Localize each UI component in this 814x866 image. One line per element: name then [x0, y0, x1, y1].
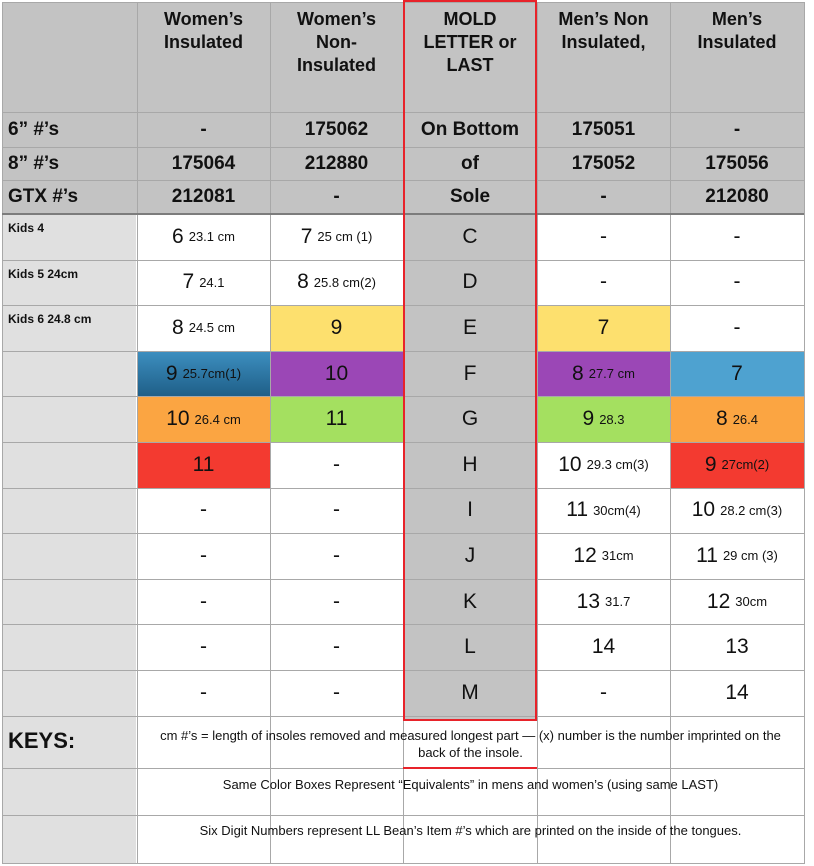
size-value: K [462, 589, 477, 613]
insole-length: 31cm [601, 548, 634, 564]
key-note-cm: cm #’s = length of insoles removed and measured longest part — (x) number is the number imprinted on the back of the insole. [160, 728, 781, 760]
item-number-cell: 212880 [304, 152, 369, 174]
insole-length: 23.1 cm [188, 229, 235, 245]
size-value: 11 [566, 498, 589, 522]
size-value: - [200, 635, 207, 659]
size-value: 7 [731, 361, 743, 385]
size-cell [670, 624, 804, 670]
size-cell [537, 533, 670, 579]
size-value: H [462, 452, 478, 476]
insole-length: 28.3 [599, 411, 625, 427]
item-row-label: 8” #’s [8, 152, 60, 174]
size-value: 8 [716, 407, 728, 431]
item-number-cell: 175064 [171, 152, 236, 174]
size-cell [137, 305, 270, 351]
insole-length: 29 cm (3) [722, 548, 778, 564]
size-value: - [200, 498, 207, 522]
size-cell [137, 579, 270, 625]
key-note-colors: Same Color Boxes Represent “Equivalents” in mens and women’s (using same LAST) [222, 776, 719, 792]
size-value: - [733, 224, 741, 248]
size-cell [537, 214, 670, 260]
item-number-cell: 175062 [304, 118, 369, 140]
insole-length: 31.7 [605, 594, 631, 610]
size-cell [270, 214, 403, 260]
size-value: - [200, 680, 207, 704]
insole-length: 27.7 cm [588, 366, 635, 382]
size-cell [137, 214, 270, 260]
size-value: 10 [691, 498, 716, 522]
insole-length: 29.3 cm(3) [586, 457, 649, 473]
size-cell [270, 533, 403, 579]
keys-label: KEYS: [8, 728, 76, 753]
size-value: G [461, 407, 479, 431]
size-value: 11 [696, 543, 718, 567]
size-value: - [333, 680, 340, 704]
column-header: MOLD LETTER or LAST [423, 9, 517, 75]
mold-column-highlight [403, 0, 537, 721]
item-number-cell: - [200, 118, 207, 140]
size-value: D [462, 270, 478, 294]
size-value: F [463, 361, 477, 385]
size-cell [270, 624, 403, 670]
size-cell [137, 442, 270, 488]
item-row-label: 6” #’s [8, 118, 60, 140]
item-number-cell: - [600, 186, 607, 207]
size-value: 12 [573, 543, 597, 567]
size-cell [537, 305, 670, 351]
size-value: - [333, 452, 340, 476]
size-value: 11 [325, 407, 348, 431]
size-value: 14 [725, 680, 749, 704]
size-value: 8 [572, 361, 584, 385]
insole-length: 25.8 cm(2) [313, 274, 376, 290]
size-value: - [600, 224, 607, 248]
size-cell [670, 670, 804, 716]
insole-length: 30cm [735, 594, 768, 610]
insole-length: 25.7cm(1) [182, 366, 242, 382]
size-cell [537, 624, 670, 670]
kids-size-label: Kids 5 24cm [8, 266, 79, 281]
size-value: - [333, 498, 340, 522]
size-cell [270, 442, 403, 488]
size-cell [137, 670, 270, 716]
size-cell [537, 396, 670, 442]
item-number-cell: - [733, 118, 741, 140]
item-number-cell: 175056 [705, 152, 769, 174]
size-value: - [333, 543, 340, 567]
key-note-item-numbers: Six Digit Numbers represent LL Bean’s Item #’s which are printed on the inside of the tongues. [199, 822, 742, 838]
grid-horizontal [2, 863, 804, 864]
size-value: - [600, 270, 607, 294]
item-number-cell: 212080 [705, 186, 769, 207]
size-value: 14 [591, 635, 616, 659]
size-cell [537, 260, 670, 306]
size-cell [137, 396, 270, 442]
size-cell [670, 442, 804, 488]
size-value: - [200, 543, 207, 567]
insole-length: 30cm(4) [593, 502, 641, 518]
size-cell [137, 488, 270, 534]
column-header: Women’s Non-Insulated [296, 9, 376, 75]
item-number-cell: Sole [449, 186, 491, 207]
size-cell [270, 351, 403, 397]
size-cell [537, 442, 670, 488]
size-cell [137, 624, 270, 670]
column-header: Men’s Insulated [697, 9, 777, 52]
size-cell [137, 351, 270, 397]
size-value: - [733, 270, 741, 294]
size-cell [537, 488, 670, 534]
size-value: 9 [165, 361, 178, 385]
size-cell [137, 260, 270, 306]
size-cell [670, 488, 804, 534]
size-cell [270, 396, 403, 442]
size-value: - [733, 315, 741, 339]
size-cell [670, 396, 804, 442]
size-value: - [333, 589, 340, 613]
insole-length: 26.4 [732, 411, 758, 427]
size-value: 10 [558, 452, 582, 476]
size-cell [137, 533, 270, 579]
size-value: 7 [300, 224, 313, 248]
size-value: 13 [576, 589, 601, 613]
item-number-cell: 175052 [571, 152, 636, 174]
size-value: 8 [297, 270, 309, 294]
size-cell [270, 488, 403, 534]
size-cell [670, 214, 804, 260]
size-cell [670, 579, 804, 625]
size-cell [537, 351, 670, 397]
size-value: C [462, 224, 478, 248]
size-value: 7 [182, 270, 195, 294]
grid-vertical [804, 2, 805, 864]
size-value: 13 [725, 635, 749, 659]
size-value: 8 [172, 315, 184, 339]
size-cell [270, 670, 403, 716]
size-value: 7 [597, 315, 610, 339]
size-value: M [461, 680, 479, 704]
size-cell [670, 533, 804, 579]
size-value: - [600, 680, 607, 704]
insole-length: 26.4 cm [194, 411, 241, 427]
insole-length: 25 cm (1) [317, 229, 373, 245]
item-number-cell: On Bottom [420, 118, 520, 140]
size-value: 6 [172, 224, 184, 248]
insole-length: 24.1 [199, 274, 225, 290]
kids-size-label: Kids 4 [8, 221, 45, 235]
size-cell [670, 260, 804, 306]
size-value: I [467, 498, 473, 522]
item-number-cell: 212081 [171, 186, 236, 207]
size-value: - [200, 589, 207, 613]
item-number-cell: of [461, 152, 479, 174]
size-value: J [464, 543, 476, 567]
size-value: 11 [192, 452, 215, 476]
kids-size-label: Kids 6 24.8 cm [8, 312, 92, 327]
size-value: 9 [704, 452, 717, 476]
size-value: 10 [324, 361, 349, 385]
size-value: - [333, 635, 340, 659]
size-value: 10 [166, 407, 190, 431]
size-value: L [464, 635, 476, 659]
column-header: Women’s Insulated [163, 9, 243, 52]
item-number-cell: 175051 [571, 118, 636, 140]
size-cell [270, 305, 403, 351]
size-value: E [462, 315, 477, 339]
insole-length: 28.2 cm(3) [720, 502, 783, 518]
size-value: 9 [582, 407, 595, 431]
size-cell [537, 579, 670, 625]
item-number-cell: - [333, 186, 340, 207]
column-header: Men’s Non Insulated, [558, 9, 649, 52]
size-cell [270, 260, 403, 306]
size-value: 12 [706, 589, 731, 613]
size-cell [537, 670, 670, 716]
size-value: 9 [330, 315, 343, 339]
insole-length: 24.5 cm [188, 320, 235, 336]
keys-underline [403, 767, 537, 769]
item-row-label: GTX #’s [8, 186, 79, 207]
size-cell [670, 351, 804, 397]
size-cell [270, 579, 403, 625]
size-cell [670, 305, 804, 351]
insole-length: 27cm(2) [721, 457, 770, 473]
